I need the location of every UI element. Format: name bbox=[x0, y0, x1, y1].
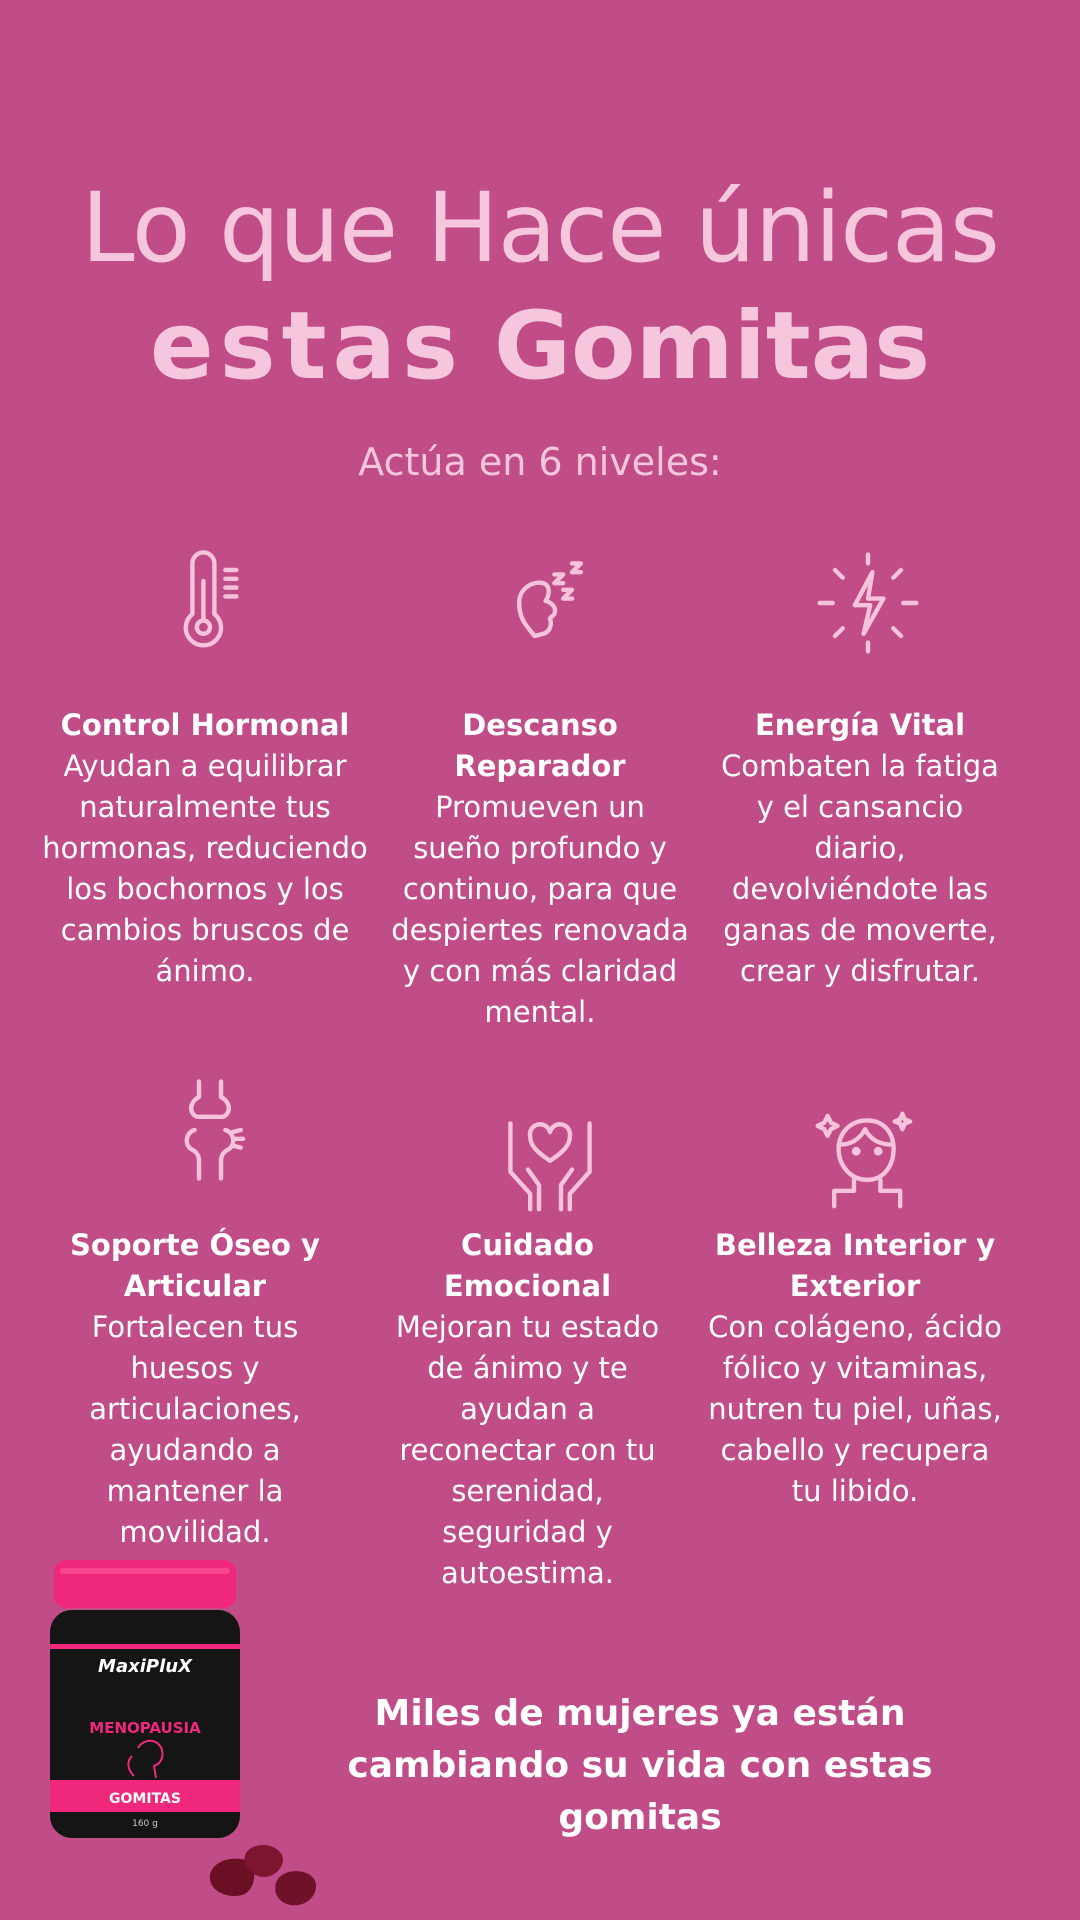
feature-energia-vital bbox=[720, 705, 1000, 992]
title-word-gomitas: Gomitas bbox=[493, 292, 931, 401]
feature-title: Descanso Reparador bbox=[454, 708, 626, 783]
feature-title: Energía Vital bbox=[754, 708, 966, 742]
feature-title: Soporte Óseo y Articular bbox=[70, 1228, 320, 1303]
product-type: GOMITAS bbox=[109, 1791, 181, 1807]
feature-belleza bbox=[705, 1225, 1005, 1512]
feature-text: Mejoran tu estado de ánimo y te ayudan a reconectar con tu serenidad, seguridad y autoestima. bbox=[395, 1310, 660, 1590]
sleep-head-icon bbox=[495, 548, 605, 658]
subtitle: Actúa en 6 niveles: bbox=[358, 440, 722, 484]
feature-cuidado-emocional bbox=[385, 1225, 670, 1594]
heart-hands-icon bbox=[495, 1108, 605, 1218]
sparkle-face-icon bbox=[810, 1105, 920, 1215]
feature-soporte-oseo bbox=[50, 1225, 340, 1553]
feature-text: Combaten la fatiga y el cansancio diario, devolviéndote las ganas de moverte, crear y disfrutar. bbox=[721, 749, 999, 988]
feature-text: Ayudan a equilibrar naturalmente tus hormonas, reduciendo los bochornos y los cambios bruscos de ánimo. bbox=[42, 749, 368, 988]
feature-text: Con colágeno, ácido fólico y vitaminas, nutren tu piel, uñas, cabello y recupera tu libido. bbox=[708, 1310, 1002, 1508]
title-word-estas: estas bbox=[149, 292, 464, 401]
feature-title: Cuidado Emocional bbox=[443, 1228, 612, 1303]
energy-bolt-icon bbox=[813, 548, 923, 658]
product-brand: MaxiPluX bbox=[98, 1656, 192, 1677]
product-jar bbox=[50, 1560, 240, 1840]
feature-text: Fortalecen tus huesos y articulaciones, ayudando a mantener la movilidad. bbox=[89, 1310, 301, 1549]
feature-text: Promueven un sueño profundo y continuo, para que despiertes renovada y con más claridad mental. bbox=[391, 790, 689, 1029]
feature-descanso-reparador bbox=[390, 705, 690, 1033]
product-name: MENOPAUSIA bbox=[89, 1719, 201, 1737]
thermometer-icon bbox=[155, 548, 265, 658]
feature-control-hormonal bbox=[30, 705, 380, 992]
product-weight: 160 g bbox=[132, 1819, 158, 1829]
feature-title: Belleza Interior y Exterior bbox=[714, 1228, 996, 1303]
joint-bone-icon bbox=[155, 1075, 265, 1185]
page-title-line2 bbox=[0, 292, 1080, 402]
page-title-line1: Lo que Hace únicas bbox=[81, 172, 999, 284]
gummies bbox=[200, 1835, 340, 1915]
feature-title: Control Hormonal bbox=[60, 708, 350, 742]
cta-text: Miles de mujeres ya están cambiando su vida con estas gomitas bbox=[347, 1693, 933, 1838]
